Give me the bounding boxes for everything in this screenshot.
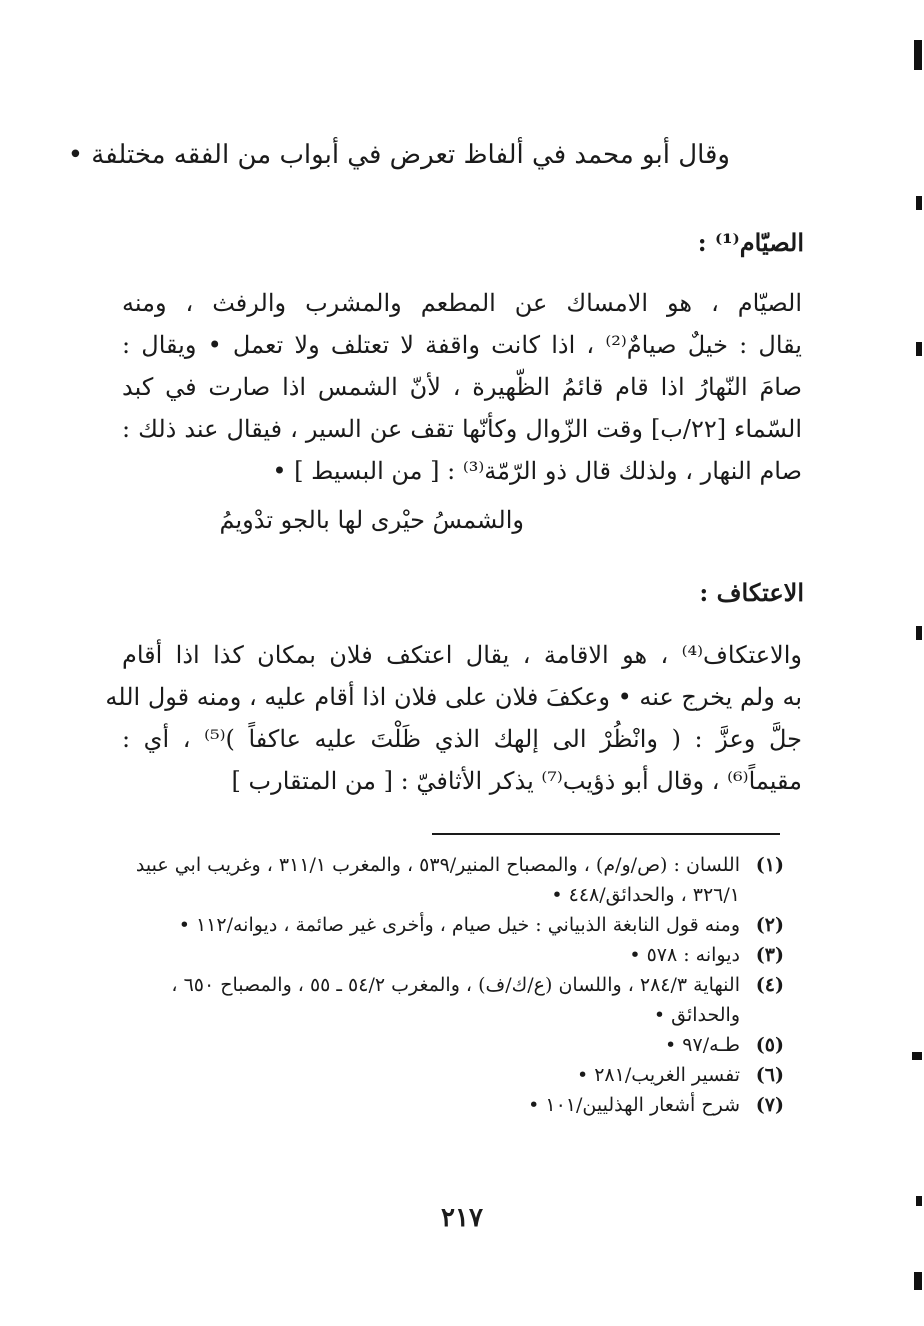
footnote — [134, 1060, 784, 1090]
footnote-text: شرح أشعار الهذليين/١٠١ • — [528, 1094, 740, 1116]
footnote-number: (٥) — [755, 1034, 784, 1056]
text-line: صام النهار ، ولذلك قال ذو الرّمّة⁽³⁾ : [ من البسيط ] • — [272, 457, 802, 485]
text-line: يقال : خيلٌ صيامٌ⁽²⁾ ، اذا كانت واقفة لا تعتلف ولا تعمل • ويقال : — [122, 331, 802, 359]
footnote-number: (٣) — [755, 944, 784, 966]
text-line: السّماء [٢٢/ب] وقت الزّوال وكأنّها تقف عن السير ، فيقال عند ذلك : — [122, 415, 802, 443]
verse-line: والشمسُ حيْرى لها بالجو تدْويمُ — [219, 506, 524, 534]
scan-edge-mark — [916, 626, 922, 640]
text-line: الصيّام ، هو الامساك عن المطعم والمشرب والرفث ، ومنه — [122, 289, 802, 317]
text-line: به ولم يخرج عنه • وعكفَ فلان على فلان اذا أقام عليه ، ومنه قول الله — [105, 683, 802, 711]
footnote-number: (١) — [755, 854, 784, 876]
scan-edge-mark — [916, 342, 922, 356]
scan-edge-mark — [912, 1052, 922, 1060]
footnote-number: (٤) — [755, 974, 784, 996]
scan-edge-mark — [916, 196, 922, 210]
section-heading-itikaf: الاعتكاف : — [699, 578, 804, 607]
paragraph-siyam — [122, 282, 802, 492]
footnotes — [134, 850, 784, 1120]
scan-edge-mark — [916, 1196, 922, 1206]
footnote-text: طـه/٩٧ • — [665, 1034, 740, 1056]
paragraph-itikaf — [105, 634, 802, 802]
footnote — [134, 850, 784, 910]
text-line: مقيماً⁽⁶⁾ ، وقال أبو ذؤيب⁽⁷⁾ يذكر الأثافيّ : [ من المتقارب ] — [231, 767, 802, 795]
text-line: جلَّ وعزَّ : ( وانْظُرْ الى إلهك الذي ظَلْتَ عليه عاكفاً )⁽⁵⁾ ، أي : — [122, 725, 802, 753]
footnote-text: ديوانه : ٥٧٨ • — [629, 944, 740, 966]
footnote-number: (٢) — [755, 914, 784, 936]
text-line: والاعتكاف⁽⁴⁾ ، هو الاقامة ، يقال اعتكف فلان بمكان كذا اذا أقام — [122, 641, 802, 669]
section-heading-siyam: الصيّام⁽¹⁾ : — [697, 228, 804, 257]
footnote-text: ومنه قول النابغة الذبياني : خيل صيام ، وأخرى غير صائمة ، ديوانه/١١٢ • — [178, 914, 740, 936]
footnote-text: تفسير الغريب/٢٨١ • — [576, 1064, 740, 1086]
footnote — [134, 910, 784, 940]
footnote — [134, 1090, 784, 1120]
footnote-text: النهاية ٢٨٤/٣ ، واللسان (ع/ك/ف) ، والمغرب ٥٤/٢ ـ ٥٥ ، والمصباح ٦٥٠ ، والحدائق • — [171, 974, 740, 1026]
footnote — [134, 970, 784, 1030]
footnote-number: (٦) — [755, 1064, 784, 1086]
text-line: صامَ النّهارُ اذا قام قائمُ الظّهيرة ، لأنّ الشمس اذا صارت في كبد — [122, 373, 802, 401]
page-number: ٢١٧ — [441, 1203, 483, 1233]
footnote — [134, 1030, 784, 1060]
footnote-text: اللسان : (ص/و/م) ، والمصباح المنير/٥٣٩ ، والمغرب ٣١١/١ ، وغريب ابي عبيد ٣٢٦/١ ، والحدائق/٤٤٨ • — [135, 854, 740, 906]
scan-edge-mark — [914, 40, 922, 70]
scan-edge-mark — [914, 1272, 922, 1290]
footnote-number: (٧) — [755, 1094, 784, 1116]
intro-line: وقال أبو محمد في ألفاظ تعرض في أبواب من الفقه مختلفة • — [67, 140, 730, 170]
footnote — [134, 940, 784, 970]
footnote-divider — [432, 833, 780, 835]
